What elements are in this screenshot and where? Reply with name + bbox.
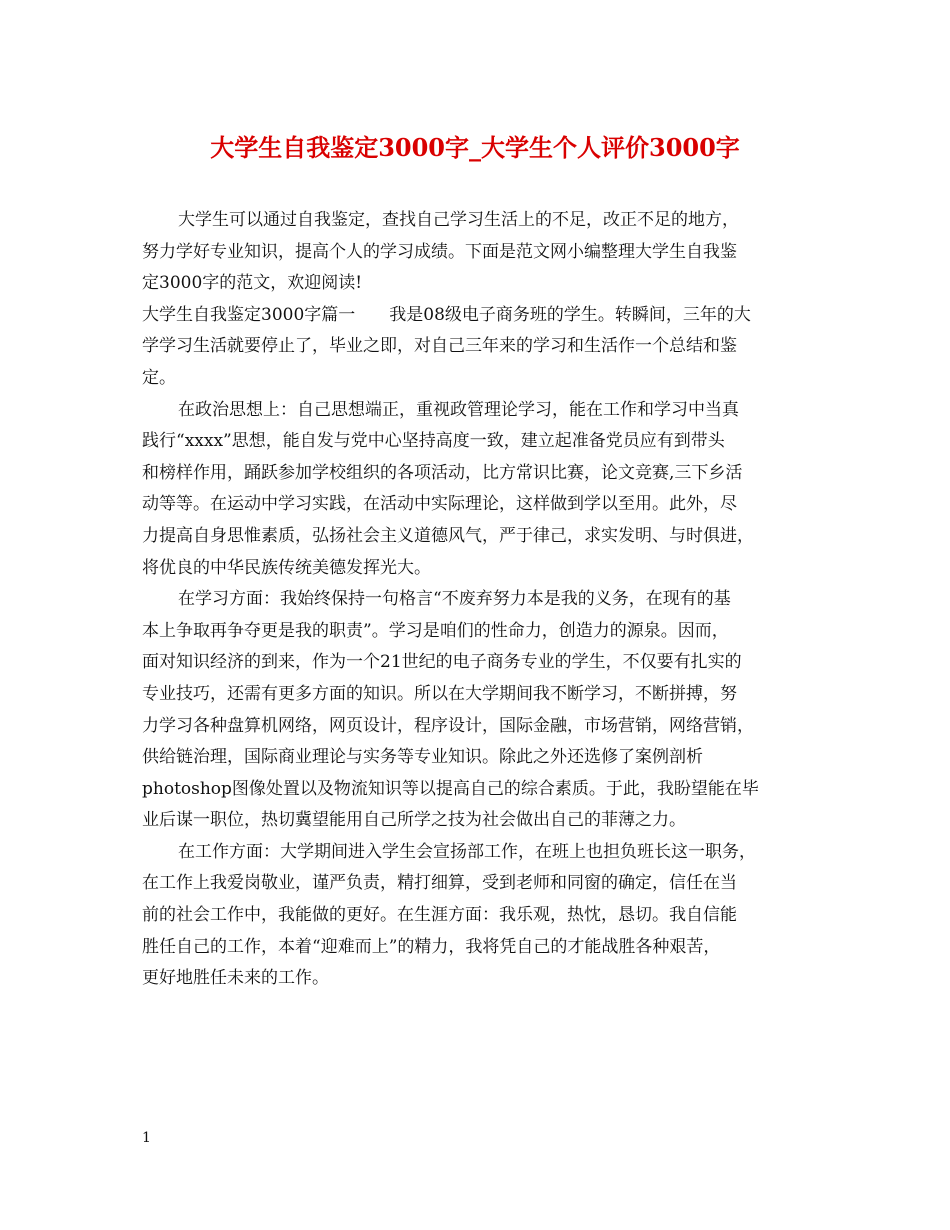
text-line: 力提高自身思惟素质，弘扬社会主义道德风气，严于律己，求实发明、与时俱进， bbox=[142, 525, 754, 546]
text-line: 业后谋一职位，热切冀望能用自己所学之技为社会做出自己的菲薄之力。 bbox=[142, 810, 686, 831]
text-line: 在政治思想上：自己思想端正，重视政管理论学习，能在工作和学习中当真 bbox=[178, 399, 739, 420]
text-line: 定3000字的范文，欢迎阅读! bbox=[142, 273, 363, 294]
text-line: 定。 bbox=[142, 367, 176, 388]
page-number: 1 bbox=[142, 1130, 151, 1146]
text-line: 前的社会工作中，我能做的更好。在生涯方面：我乐观，热忱，恳切。我自信能 bbox=[142, 905, 737, 926]
text-line: 大学生可以通过自我鉴定，查找自己学习生活上的不足，改正不足的地方， bbox=[178, 210, 739, 230]
text-line: 在工作上我爱岗敬业，谨严负责，精打细算，受到老师和同窗的确定，信任在当 bbox=[142, 873, 737, 894]
document-title: 大学生自我鉴定3000字_大学生个人评价3000字 bbox=[210, 133, 740, 162]
text-line: 和榜样作用，踊跃参加学校组织的各项活动，比方常识比赛，论文竞赛,三下乡活 bbox=[142, 462, 743, 483]
text-line: 更好地胜任未来的工作。 bbox=[142, 968, 329, 989]
text-line: 大学生自我鉴定3000字篇一 我是08级电子商务班的学生。转瞬间，三年的大 bbox=[142, 304, 751, 325]
text-line: 在工作方面：大学期间进入学生会宣扬部工作，在班上也担负班长这一职务， bbox=[178, 841, 756, 862]
text-line: 供给链治理，国际商业理论与实务等专业知识。除此之外还选修了案例剖析 bbox=[142, 747, 703, 768]
text-line: 力学习各种盘算机网络，网页设计，程序设计，国际金融，市场营销，网络营销， bbox=[142, 715, 754, 736]
text-line: photoshop图像处置以及物流知识等以提高自己的综合素质。于此，我盼望能在毕 bbox=[142, 778, 759, 799]
text-line: 在学习方面：我始终保持一句格言“不废弃努力本是我的义务，在现有的基 bbox=[178, 589, 731, 610]
text-line: 专业技巧，还需有更多方面的知识。所以在大学期间我不断学习，不断拼搏，努 bbox=[142, 683, 737, 704]
text-line: 学学习生活就要停止了，毕业之即，对自己三年来的学习和生活作一个总结和鉴 bbox=[142, 336, 737, 357]
document-body bbox=[142, 205, 818, 995]
text-line: 面对知识经济的到来，作为一个21世纪的电子商务专业的学生，不仅要有扎实的 bbox=[142, 652, 742, 673]
text-line: 动等等。在运动中学习实践，在活动中实际理论，这样做到学以至用。此外，尽 bbox=[142, 494, 737, 515]
text-line: 本上争取再争夺更是我的职责”。学习是咱们的性命力，创造力的源泉。因而， bbox=[142, 620, 729, 641]
text-line: 践行“xxxx”思想，能自发与党中心坚持高度一致，建立起准备党员应有到带头 bbox=[142, 431, 725, 452]
text-line: 将优良的中华民族传统美德发挥光大。 bbox=[142, 557, 431, 578]
text-line: 胜任自己的工作，本着“迎难而上”的精力，我将凭自己的才能战胜各种艰苦， bbox=[142, 936, 721, 957]
text-line: 努力学好专业知识，提高个人的学习成绩。下面是范文网小编整理大学生自我鉴 bbox=[142, 241, 737, 262]
